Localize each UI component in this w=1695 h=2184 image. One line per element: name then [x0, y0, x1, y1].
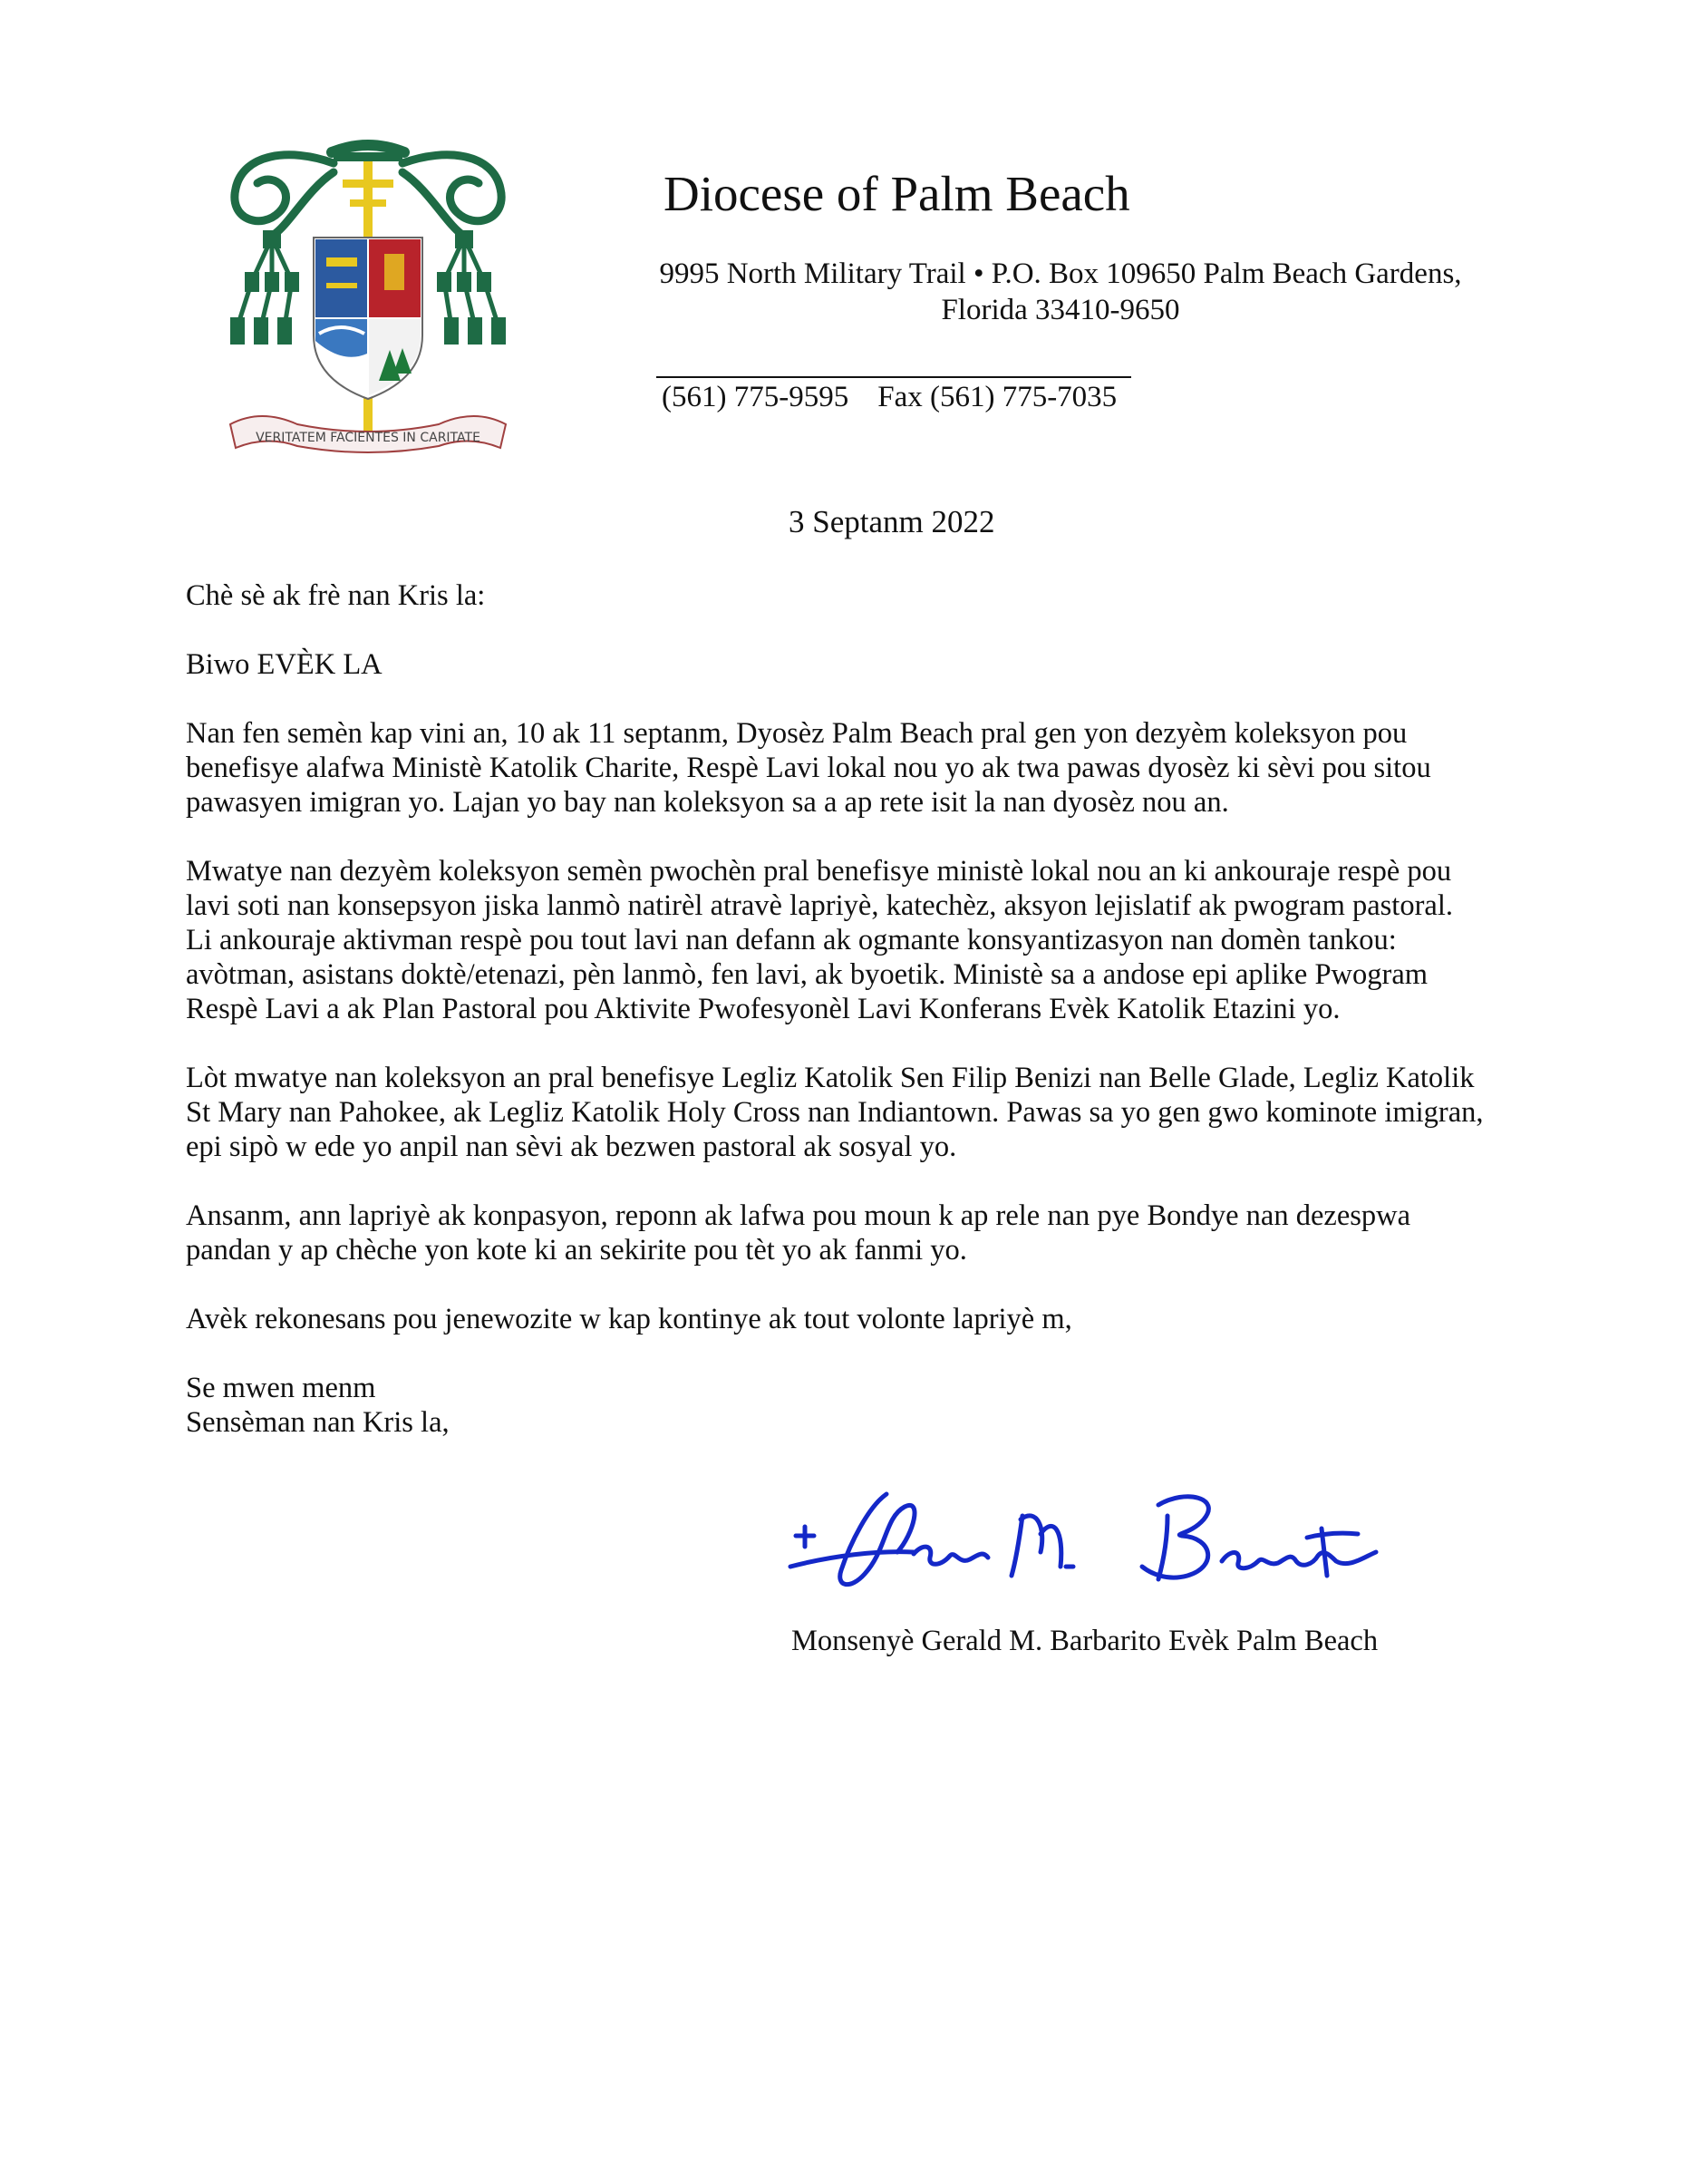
text-line: avòtman, asistans doktè/etenazi, pèn lanmò, fen lavi, ak byoetik. Ministè sa a andose epi aplike Pwogram	[186, 958, 1429, 991]
text-line: Li ankouraje aktivman respè pou tout lavi nan defann ak ogmante konsyantizasyon nan domèn tankou:	[186, 924, 1397, 956]
body-paragraph	[186, 716, 1545, 820]
letter-date: 3 Septanm 2022	[789, 504, 995, 539]
body-paragraph	[186, 1199, 1545, 1267]
text-line: benefisye alafwa Ministè Katolik Charite, Respè Lavi lokal nou yo ak twa pawas dyosèz ki sèvi pou sitou	[186, 752, 1431, 784]
office-heading: Biwo EVÈK LA	[186, 648, 383, 681]
text-line: Avèk rekonesans pou jenewozite w kap kontinye ak tout volonte lapriyè m,	[186, 1303, 1072, 1335]
closing	[186, 1371, 1545, 1440]
contact-numbers	[662, 381, 1117, 414]
text-line: pawasyen imigran yo. Lajan yo bay nan koleksyon sa a ap rete isit la nan dyosèz nou an.	[186, 786, 1229, 819]
address-line-1: 9995 North Military Trail • P.O. Box 109650 Palm Beach Gardens,	[659, 257, 1462, 290]
text-line: Nan fen semèn kap vini an, 10 ak 11 septanm, Dyosèz Palm Beach pral gen yon dezyèm koleksyon pou	[186, 717, 1408, 750]
text-line: epi sipò w ede yo anpil nan sèvi ak bezwen pastoral ak sosyal yo.	[186, 1131, 957, 1163]
text-line: lavi soti nan konsepsyon jiska lanmò natirèl atravè lapriyè, katechèz, aksyon lejislatif ak pwogram pastoral.	[186, 889, 1453, 922]
text-line: Se mwen menm	[186, 1372, 376, 1404]
text-line: Lòt mwatye nan koleksyon an pral benefisye Legliz Katolik Sen Filip Benizi nan Belle Glade, Legliz Katolik	[186, 1062, 1475, 1094]
text-line: Respè Lavi a ak Plan Pastoral pou Aktivite Pwofesyonèl Lavi Konferans Evèk Katolik Etazini yo.	[186, 993, 1341, 1025]
body-paragraph	[186, 1061, 1545, 1164]
text-line: Mwatye nan dezyèm koleksyon semèn pwochèn pral benefisye ministè lokal nou an ki ankouraje respè pou	[186, 855, 1452, 888]
text-line: Ansanm, ann lapriyè ak konpasyon, reponn ak lafwa pou moun k ap rele nan pye Bondye nan dezespwa	[186, 1199, 1411, 1232]
letter-body	[186, 578, 1545, 1474]
coat-of-arms-logo	[225, 136, 511, 488]
address-line-2: Florida 33410-9650	[941, 294, 1180, 326]
organization-name: Diocese of Palm Beach	[663, 166, 1130, 221]
letterhead-divider	[656, 376, 1131, 378]
crest-motto: VERITATEM FACIENTES IN CARITATE	[256, 431, 480, 445]
phone-number: (561) 775-9595	[662, 381, 849, 413]
text-line: Sensèman nan Kris la,	[186, 1406, 450, 1439]
handwritten-signature	[778, 1480, 1412, 1616]
text-line: St Mary nan Pahokee, ak Legliz Katolik Holy Cross nan Indiantown. Pawas sa yo gen gwo kominote imigran,	[186, 1096, 1484, 1129]
fax-number: Fax (561) 775-7035	[877, 381, 1118, 413]
signer-name: Monsenyè Gerald M. Barbarito Evèk Palm Beach	[791, 1625, 1379, 1657]
salutation: Chè sè ak frè nan Kris la:	[186, 579, 486, 612]
body-paragraph	[186, 854, 1545, 1026]
text-line: pandan y ap chèche yon kote ki an sekirite pou tèt yo ak fanmi yo.	[186, 1234, 967, 1267]
closing-paragraph	[186, 1302, 1545, 1336]
address-block	[625, 256, 1496, 328]
